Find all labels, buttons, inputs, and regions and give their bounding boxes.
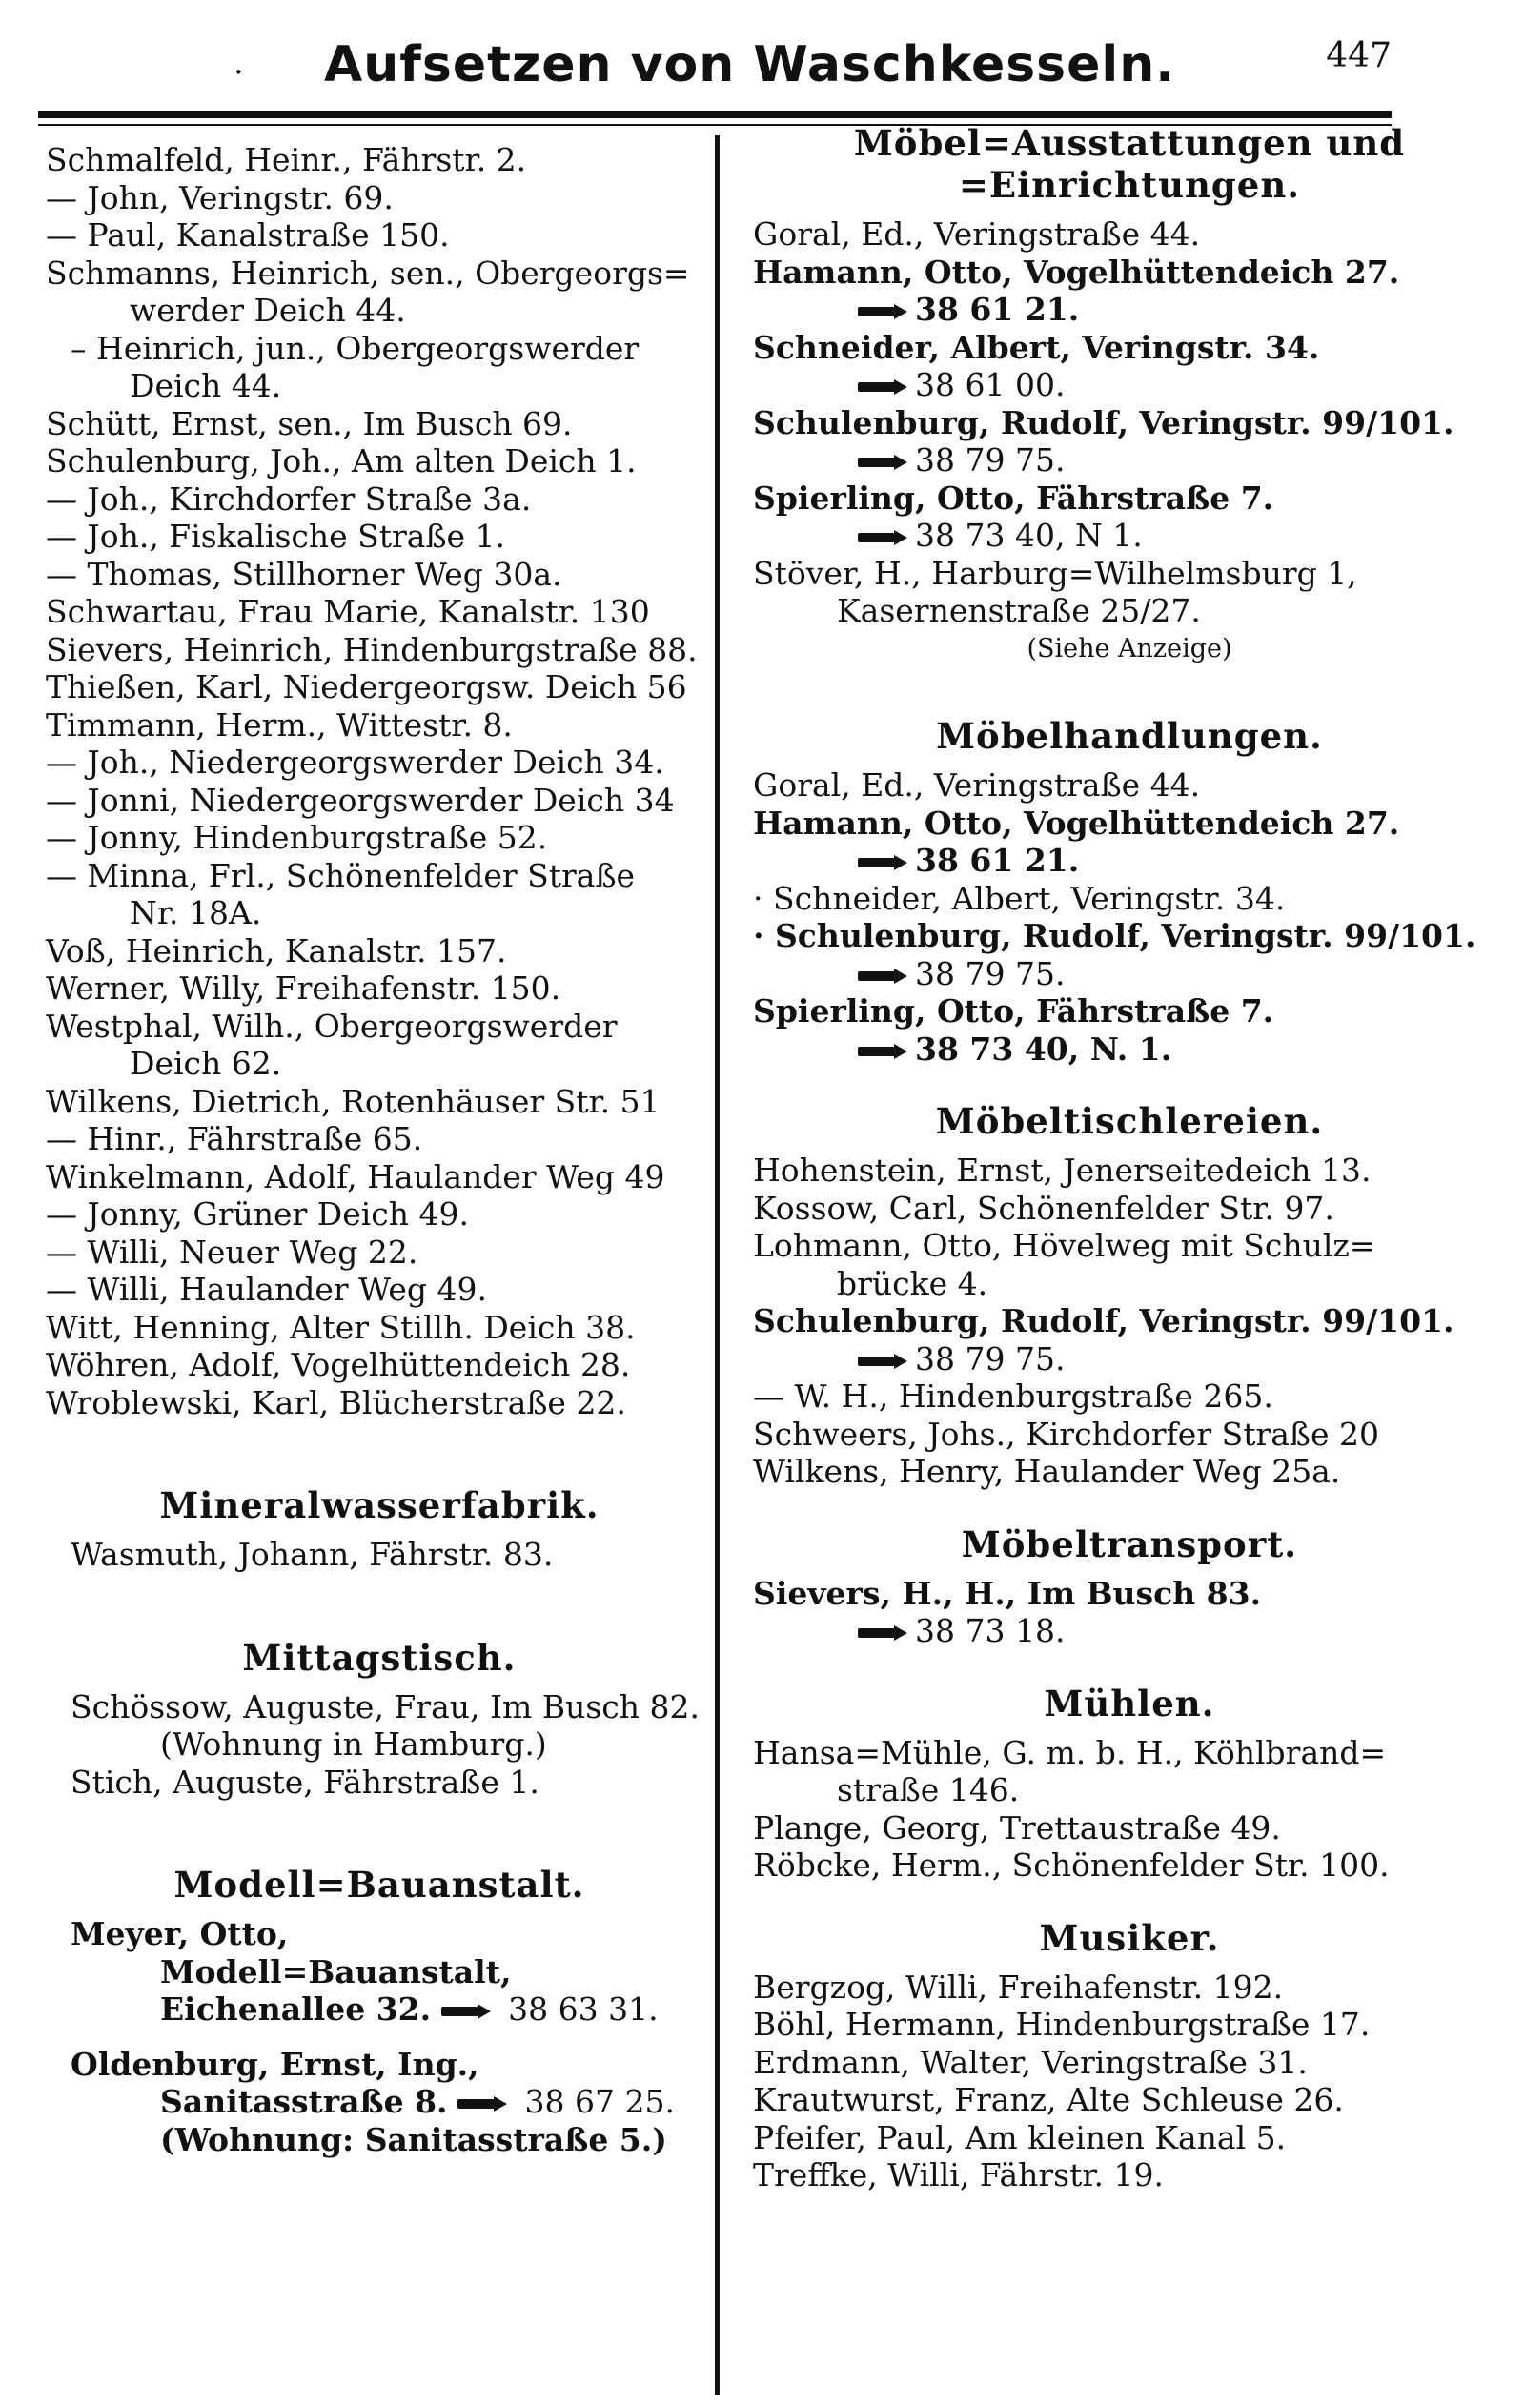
list-item: Thießen, Karl, Niedergeorgsw. Deich 56 — [46, 668, 687, 705]
list-item: Schulenburg, Joh., Am alten Deich 1. — [46, 442, 637, 480]
phone-icon — [858, 855, 907, 870]
section-heading-modell-bauanstalt: Modell=Bauanstalt. — [173, 1864, 585, 1906]
list-item: — John, Veringstr. 69. — [46, 178, 394, 216]
list-item: Voß, Heinrich, Kanalstr. 157. — [46, 931, 507, 969]
list-item: werder Deich 44. — [130, 292, 406, 329]
column-divider — [715, 135, 720, 2395]
page-title: Aufsetzen von Waschkesseln. — [324, 36, 1175, 93]
list-item: Krautwurst, Franz, Alte Schleuse 26. — [753, 2081, 1344, 2118]
phone-number: 38 79 75. — [915, 1339, 1066, 1377]
list-item: Lohmann, Otto, Hövelweg mit Schulz= — [753, 1227, 1376, 1264]
list-item — [753, 1612, 1506, 1650]
page-header — [38, 29, 1392, 95]
section-heading-moebelhandlungen: Möbelhandlungen. — [936, 715, 1323, 757]
list-item: — W. H., Hindenburgstraße 265. — [753, 1377, 1273, 1415]
phone-number: 38 79 75. — [915, 441, 1066, 479]
list-item: Goral, Ed., Veringstraße 44. — [753, 766, 1201, 804]
list-item: · Schneider, Albert, Veringstr. 34. — [753, 879, 1286, 917]
list-item: Schweers, Johs., Kirchdorfer Straße 20 — [753, 1415, 1379, 1453]
header-dot: · — [234, 53, 244, 92]
phone-number: 38 67 25. — [524, 2083, 675, 2120]
list-item — [46, 2083, 713, 2121]
list-item: Schwartau, Frau Marie, Kanalstr. 130 — [46, 593, 650, 630]
phone-icon — [858, 304, 907, 319]
list-item: Stich, Auguste, Fährstraße 1. — [71, 1763, 539, 1801]
section-heading-mittagstisch: Mittagstisch. — [242, 1636, 517, 1679]
list-item: Stöver, H., Harburg=Wilhelmsburg 1, — [753, 554, 1357, 592]
address: Sanitasstraße 8. — [160, 2083, 448, 2120]
list-item: — Willi, Neuer Weg 22. — [46, 1233, 418, 1271]
right-column — [753, 122, 1506, 2194]
phone-number: 38 61 21. — [915, 291, 1080, 328]
list-item — [753, 842, 1506, 880]
phone-number: 38 73 40, N. 1. — [915, 1030, 1172, 1068]
phone-icon — [858, 379, 907, 395]
phone-icon — [858, 530, 907, 545]
list-item: Hamann, Otto, Vogelhüttendeich 27. — [753, 253, 1400, 291]
list-item — [46, 1990, 713, 2029]
list-item: Deich 44. — [130, 367, 282, 404]
list-item: — Willi, Haulander Weg 49. — [46, 1271, 487, 1308]
list-item: Timmann, Herm., Wittestr. 8. — [46, 705, 513, 744]
list-item: Schmalfeld, Heinr., Fährstr. 2. — [46, 141, 527, 178]
address: Eichenallee 32. — [160, 1990, 432, 2028]
phone-number: 38 73 18. — [915, 1612, 1066, 1649]
list-item: Wilkens, Dietrich, Rotenhäuser Str. 51 — [46, 1082, 661, 1120]
section-heading-musiker: Musiker. — [1039, 1916, 1220, 1959]
phone-icon — [458, 2096, 507, 2112]
phone-icon — [858, 1625, 907, 1641]
note: (Siehe Anzeige) — [1027, 633, 1232, 663]
list-item: Bergzog, Willi, Freihafenstr. 192. — [753, 1968, 1284, 2006]
list-item: Treffke, Willi, Fährstr. 19. — [753, 2156, 1164, 2194]
phone-icon — [858, 1354, 907, 1369]
list-item: Westphal, Wilh., Obergeorgswerder — [46, 1007, 618, 1045]
list-item: Schneider, Albert, Veringstr. 34. — [753, 328, 1320, 366]
section-heading-moebel-ausstattungen: Möbel=Ausstattungen und — [853, 122, 1406, 164]
phone-number: 38 73 40, N 1. — [915, 517, 1143, 554]
phone-icon — [858, 455, 907, 470]
list-item: — Jonny, Hindenburgstraße 52. — [46, 819, 548, 856]
phone-number: 38 79 75. — [915, 954, 1066, 992]
list-item: Schulenburg, Rudolf, Veringstr. 99/101. — [753, 403, 1454, 441]
list-item: Sievers, Heinrich, Hindenburgstraße 88. — [46, 630, 698, 668]
list-item: Schössow, Auguste, Frau, Im Busch 82. — [71, 1687, 700, 1725]
list-item: – Heinrich, jun., Obergeorgswerder — [71, 329, 640, 367]
list-item: Kossow, Carl, Schönenfelder Str. 97. — [753, 1189, 1334, 1227]
list-item: Witt, Henning, Alter Stillh. Deich 38. — [46, 1308, 636, 1346]
section-heading-einrichtungen: =Einrichtungen. — [958, 164, 1301, 206]
list-item: Winkelmann, Adolf, Haulander Weg 49 — [46, 1157, 665, 1195]
list-item: Meyer, Otto, — [71, 1915, 289, 1952]
list-item: Schulenburg, Rudolf, Veringstr. 99/101. — [753, 1302, 1454, 1339]
list-item: Böhl, Hermann, Hindenburgstraße 17. — [753, 2006, 1371, 2043]
list-item: — Paul, Kanalstraße 150. — [46, 216, 450, 254]
section-heading-moebeltischlereien: Möbeltischlereien. — [935, 1100, 1324, 1142]
list-item: Deich 62. — [130, 1045, 282, 1082]
phone-number: 38 63 31. — [508, 1990, 659, 2028]
list-item: Wilkens, Henry, Haulander Weg 25a. — [753, 1453, 1341, 1490]
list-item: — Jonni, Niedergeorgswerder Deich 34 — [46, 781, 675, 819]
list-item — [753, 291, 1506, 329]
list-item: Erdmann, Walter, Veringstraße 31. — [753, 2043, 1308, 2081]
list-item: Schmanns, Heinrich, sen., Obergeorgs= — [46, 254, 690, 292]
phone-number: 38 61 21. — [915, 842, 1080, 879]
list-item: Werner, Willy, Freihafenstr. 150. — [46, 969, 561, 1007]
list-item: — Hinr., Fährstraße 65. — [46, 1120, 423, 1157]
header-rule-thick — [38, 111, 1392, 118]
list-item: Modell=Bauanstalt, — [160, 1952, 512, 1990]
phone-icon — [858, 969, 907, 984]
list-item — [753, 441, 1506, 480]
list-item: Wöhren, Adolf, Vogelhüttendeich 28. — [46, 1346, 631, 1383]
section-heading-moebeltransport: Möbeltransport. — [961, 1522, 1298, 1565]
list-item — [753, 366, 1506, 404]
list-item: Pfeifer, Paul, Am kleinen Kanal 5. — [753, 2118, 1287, 2156]
list-item: Hansa=Mühle, G. m. b. H., Köhlbrand= — [753, 1733, 1387, 1771]
phone-icon — [441, 2004, 491, 2019]
left-column — [46, 141, 713, 2158]
list-item: (Wohnung in Hamburg.) — [160, 1725, 547, 1763]
list-item: brücke 4. — [837, 1264, 988, 1302]
list-item: Röbcke, Herm., Schönenfelder Str. 100. — [753, 1847, 1390, 1884]
list-item: Nr. 18A. — [130, 894, 262, 931]
list-item: — Jonny, Grüner Deich 49. — [46, 1195, 470, 1233]
list-item — [753, 517, 1506, 555]
list-item: Sievers, H., H., Im Busch 83. — [753, 1574, 1262, 1612]
list-item: Schütt, Ernst, sen., Im Busch 69. — [46, 404, 573, 442]
list-item: · Schulenburg, Rudolf, Veringstr. 99/101. — [753, 917, 1476, 954]
list-item: straße 146. — [837, 1771, 1020, 1808]
list-item: Plange, Georg, Trettaustraße 49. — [753, 1808, 1281, 1847]
phone-icon — [858, 1044, 907, 1059]
section-heading-mineralwasserfabrik: Mineralwasserfabrik. — [159, 1484, 600, 1526]
list-item: Spierling, Otto, Fährstraße 7. — [753, 479, 1274, 517]
list-item: Kasernenstraße 25/27. — [837, 592, 1201, 629]
list-item: Spierling, Otto, Fährstraße 7. — [753, 992, 1274, 1030]
list-item: Oldenburg, Ernst, Ing., — [71, 2045, 479, 2083]
page-number: 447 — [1326, 36, 1392, 75]
list-item: — Thomas, Stillhorner Weg 30a. — [46, 555, 562, 593]
list-item: Wroblewski, Karl, Blücherstraße 22. — [46, 1383, 626, 1421]
list-item: — Joh., Kirchdorfer Straße 3a. — [46, 480, 532, 518]
list-item — [753, 1031, 1506, 1069]
list-item: Wasmuth, Johann, Fährstr. 83. — [71, 1536, 554, 1573]
list-item: Goral, Ed., Veringstraße 44. — [753, 215, 1201, 253]
list-item: — Joh., Fiskalische Straße 1. — [46, 518, 506, 555]
section-heading-muehlen: Mühlen. — [1044, 1682, 1215, 1724]
list-item — [753, 1340, 1506, 1378]
list-item — [753, 955, 1506, 993]
list-item: — Minna, Frl., Schönenfelder Straße — [46, 856, 636, 894]
list-item: — Joh., Niedergeorgswerder Deich 34. — [46, 744, 664, 781]
phone-number: 38 61 00. — [915, 366, 1066, 403]
list-item: Hohenstein, Ernst, Jenerseitedeich 13. — [753, 1152, 1372, 1189]
list-item: Hamann, Otto, Vogelhüttendeich 27. — [753, 804, 1400, 842]
list-item: (Wohnung: Sanitasstraße 5.) — [160, 2120, 667, 2158]
